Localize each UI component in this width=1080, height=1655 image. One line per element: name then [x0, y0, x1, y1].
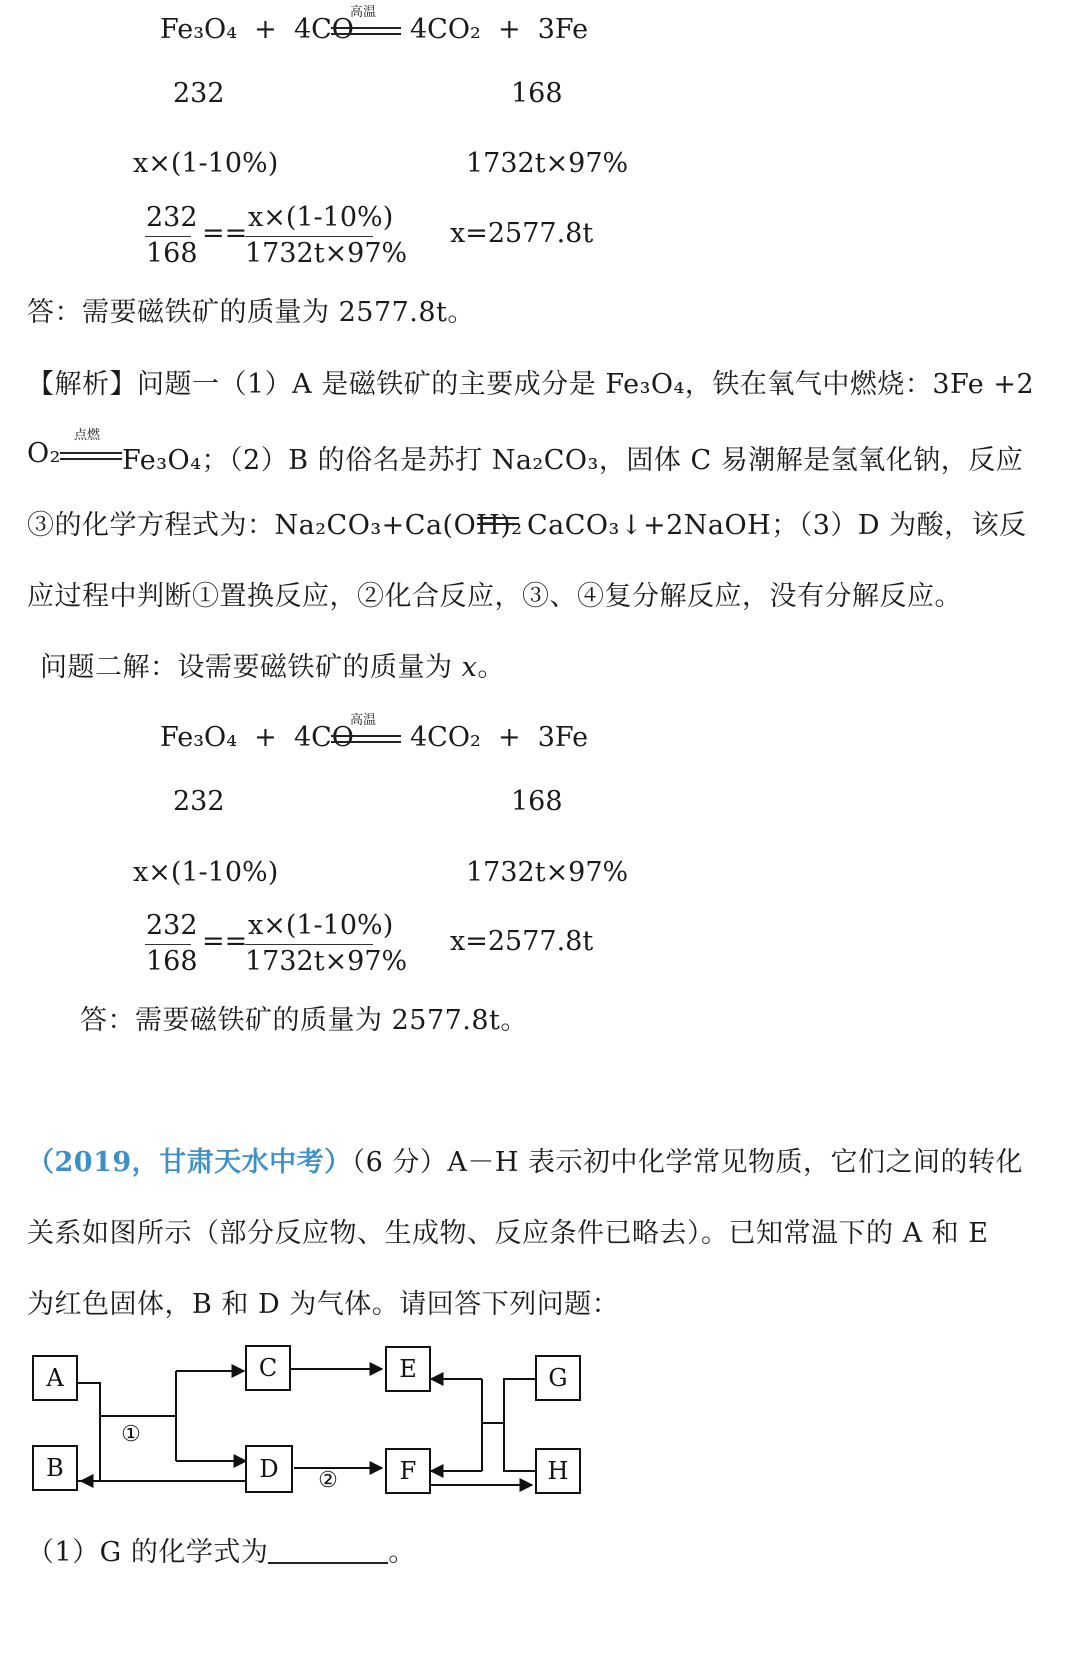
node-d-label: D [259, 1455, 279, 1483]
analysis-line-5 [40, 645, 505, 684]
subquestion-1 [27, 1530, 416, 1569]
fraction-2-line [245, 944, 373, 945]
answer-1: 答：需要磁铁矿的质量为 2577.8t。 [27, 297, 475, 328]
fraction-1-denominator: 168 [146, 238, 198, 269]
conversion-diagram [0, 1335, 640, 1515]
equation-products: 4CO₂ + 3Fe [410, 14, 589, 45]
analysis-line-1: 【解析】问题一（1）A 是磁铁矿的主要成分是 Fe₃O₄，铁在氧气中燃烧：3Fe +2 [27, 369, 1035, 400]
reaction-condition: 高温 [350, 5, 377, 20]
node-b-label: B [46, 1454, 64, 1482]
calc-result: x=2577.8t [450, 218, 594, 249]
node-e-label: E [399, 1355, 417, 1383]
subquestion-1-text: （1）G 的化学式为 [27, 1537, 269, 1568]
setup-text: 问题二解：设需要磁铁矿的质量为 [40, 652, 462, 683]
answer-blank[interactable] [268, 1540, 388, 1564]
node-c-label: C [258, 1354, 278, 1382]
question-source: （2019，甘肃天水中考） [27, 1147, 352, 1178]
equals-double-line [477, 517, 519, 525]
equation-products: 4CO₂ + 3Fe [410, 722, 589, 753]
reaction-label-2: ② [318, 1468, 338, 1493]
analysis-line-2-left: O₂ [27, 438, 61, 469]
fraction-2-line [245, 236, 373, 237]
analysis-line-2-right: Fe₃O₄；（2）B 的俗名是苏打 Na₂CO₃，固体 C 易潮解是氢氧化钠，反应 [122, 445, 1024, 476]
fraction-2-numerator: x×(1-10%) [248, 910, 394, 941]
proportion-equals: == [202, 926, 248, 957]
subquestion-1-end: 。 [388, 1537, 416, 1568]
known-mass: 1732t×97% [466, 857, 629, 888]
fraction-2-denominator: 1732t×97% [245, 946, 408, 977]
equals-double-line [331, 27, 401, 35]
fraction-1-line [145, 236, 191, 237]
node-g-label: G [548, 1364, 568, 1392]
unknown-mass: x×(1-10%) [133, 148, 279, 179]
equals-double-line [331, 735, 401, 743]
molar-mass-right: 168 [511, 786, 563, 817]
node-h-label: H [547, 1457, 569, 1485]
node-f-label: F [399, 1457, 417, 1485]
reaction-condition: 高温 [350, 713, 377, 728]
question-intro: （6 分）A－H 表示初中化学常见物质，它们之间的转化 [351, 1147, 1024, 1178]
molar-mass-right: 168 [511, 78, 563, 109]
proportion-equals: == [202, 218, 248, 249]
node-a-label: A [46, 1364, 64, 1392]
equation-reactants: Fe₃O₄ + 4CO [160, 722, 354, 753]
analysis-line-4: 应过程中判断①置换反应，②化合反应，③、④复分解反应，没有分解反应。 [27, 581, 962, 612]
calc-result: x=2577.8t [450, 926, 594, 957]
connector-ab [77, 1383, 100, 1481]
analysis-line-3-right: CaCO₃↓+2NaOH；（3）D 为酸，该反 [527, 510, 1027, 541]
answer-2: 答：需要磁铁矿的质量为 2577.8t。 [80, 1005, 528, 1036]
molar-mass-left: 232 [173, 78, 225, 109]
reaction-condition: 点燃 [74, 428, 101, 443]
fraction-1-denominator: 168 [146, 946, 198, 977]
analysis-line-3-left: ③的化学方程式为：Na₂CO₃+Ca(OH)₂ [27, 510, 523, 541]
equation-reactants: Fe₃O₄ + 4CO [160, 14, 354, 45]
molar-mass-left: 232 [173, 786, 225, 817]
connector-gh [504, 1379, 536, 1471]
fraction-2-denominator: 1732t×97% [245, 238, 408, 269]
fraction-1-numerator: 232 [146, 910, 198, 941]
question-line-3: 为红色固体，B 和 D 为气体。请回答下列问题： [27, 1289, 620, 1320]
unknown-variable: x [461, 652, 478, 683]
fraction-1-numerator: 232 [146, 202, 198, 233]
equals-double-line [60, 452, 122, 460]
fraction-1-line [145, 944, 191, 945]
unknown-mass: x×(1-10%) [133, 857, 279, 888]
question-line-2: 关系如图所示（部分反应物、生成物、反应条件已略去）。已知常温下的 A 和 E [27, 1218, 989, 1249]
fraction-2-numerator: x×(1-10%) [248, 202, 394, 233]
reaction-label-1: ① [121, 1422, 141, 1447]
question-line-1 [27, 1140, 1023, 1179]
known-mass: 1732t×97% [466, 148, 629, 179]
setup-end: 。 [477, 652, 505, 683]
